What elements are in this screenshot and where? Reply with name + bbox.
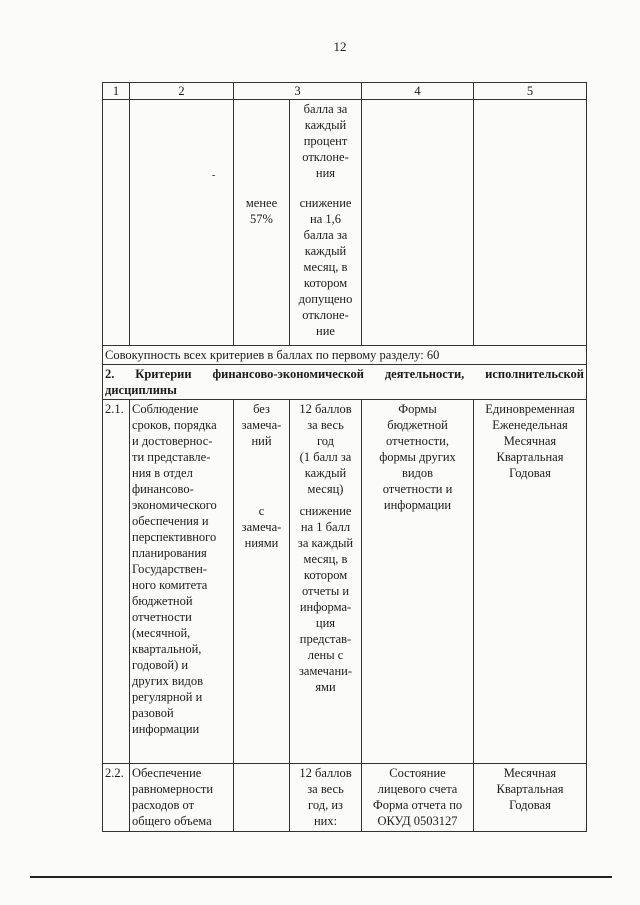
section-2-title: 2. Критерии финансово-экономической деятельности, исполнительской дисциплины bbox=[103, 365, 587, 400]
condition-below-57: менее 57% bbox=[245, 196, 278, 226]
criterion-name: Обеспечение равномерности расходов от общего объема bbox=[130, 764, 234, 832]
period-cell: Единовременная Еженедельная Месячная Квартальная Годовая bbox=[474, 400, 587, 764]
period-cell: Месячная Квартальная Годовая bbox=[474, 764, 587, 832]
score-reduction: снижение на 1 балл за каждый месяц, в котором отчеты и информа- ция представ- лены с замечани- ями bbox=[297, 504, 354, 694]
total-row bbox=[103, 346, 587, 365]
column-number: 4 bbox=[362, 83, 474, 100]
page-bottom-rule bbox=[30, 876, 612, 878]
section-title-row bbox=[103, 365, 587, 400]
score-full-year: 12 баллов за весь год, из них: bbox=[290, 764, 362, 832]
row-number: 2.1. bbox=[103, 400, 130, 764]
column-number: 5 bbox=[474, 83, 587, 100]
source-cell: Формы бюджетной отчетности, формы других видов отчетности и информации bbox=[362, 400, 474, 764]
score-per-percent: балла за каждый процент отклоне- ния bbox=[302, 102, 349, 180]
column-number: 3 bbox=[234, 83, 362, 100]
criteria-table bbox=[102, 82, 587, 832]
column-number: 1 bbox=[103, 83, 130, 100]
condition-with-remarks: с замеча- ниями bbox=[241, 504, 282, 550]
continuation-row bbox=[103, 100, 587, 346]
source-cell: Состояние лицевого счета Форма отчета по ОКУД 0503127 bbox=[362, 764, 474, 832]
criterion-name: Соблюдение сроков, порядка и достовернос- ти представле- ния в отдел финансово- экономического обеспечения и перспективного планирования Государствен- ного комитета бюджетной отчетности (месячной, квартальной, годовой) и других видов регулярной и разовой информации bbox=[130, 400, 234, 764]
table-row bbox=[103, 764, 587, 832]
condition-cell bbox=[234, 764, 290, 832]
dash-mark: - bbox=[212, 170, 216, 181]
column-number-row bbox=[103, 83, 587, 100]
condition-no-remarks: без замеча- ний bbox=[241, 402, 282, 448]
score-reduction: снижение на 1,6 балла за каждый месяц, в котором допущено отклоне- ние bbox=[298, 196, 353, 338]
row-number: 2.2. bbox=[103, 764, 130, 832]
page-number: 12 bbox=[333, 39, 347, 54]
table-row bbox=[103, 400, 587, 764]
column-number: 2 bbox=[130, 83, 234, 100]
score-full-year: 12 баллов за весь год (1 балл за каждый месяц) bbox=[299, 402, 352, 496]
total-text: Совокупность всех критериев в баллах по первому разделу: 60 bbox=[103, 346, 587, 365]
